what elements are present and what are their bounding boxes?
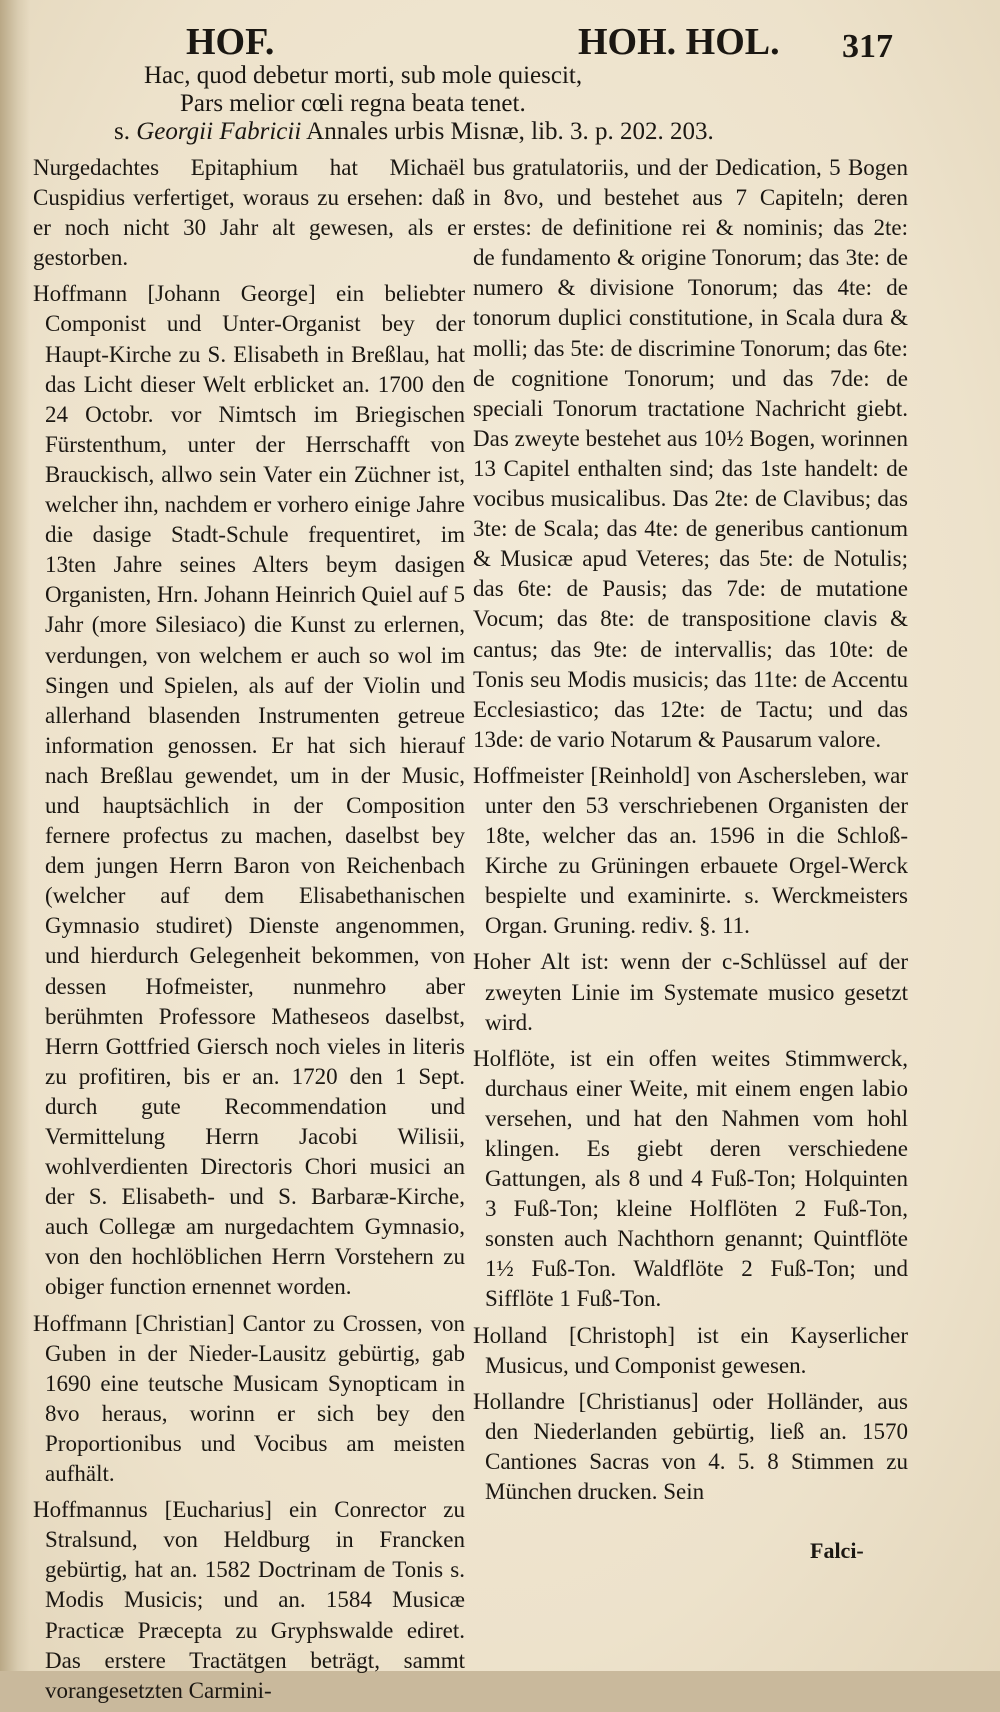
entry-hoffmann-christian: Hoffmann [Christian] Cantor zu Crossen, von Guben in der Nieder-Lausitz gebürtig, gab 1690 eine teutsche Musicam Synopticam in 8vo heraus, worinn er sich bey den Proportionibus und Vocibus am meisten aufhält. bbox=[33, 1310, 465, 1487]
header-left-keyword: HOF. bbox=[186, 21, 275, 63]
verse-line-2: Pars melior cœli regna beata tenet. bbox=[180, 90, 526, 117]
entry-holfloete: Holflöte, ist ein offen weites Stimmwerck, durchaus einer Weite, mit einem engen labio versehen, und hat den Nahmen vom hohl klingen. Es giebt deren verschiedene Gattungen, als 8 und 4 Fuß-Ton; Holquinten 3 Fuß-Ton; kleine Holflöten 2 Fuß-Ton, sonsten auch Nachthorn genannt; Quintflöte 1½ Fuß-Ton. Waldflöte 2 Fuß-Ton; und Sifflöte 1 Fuß-Ton. bbox=[473, 1045, 908, 1312]
catchword: Falci- bbox=[810, 1538, 864, 1563]
page-gutter-shadow bbox=[0, 0, 30, 1671]
header-middle-keywords: HOH. HOL. bbox=[578, 21, 780, 63]
entry-hoher-alt: Hoher Alt ist: wenn der c-Schlüssel auf der zweyten Linie im Systemate musico gesetzt wird. bbox=[473, 949, 908, 1035]
left-column bbox=[33, 153, 465, 1712]
entry-continuation: Nurgedachtes Epitaphium hat Michaël Cuspidius verfertiget, woraus zu ersehen: daß er noch nicht 30 Jahr alt gewesen, als er gestorben. bbox=[33, 155, 465, 271]
entry-hollandre-christianus: Hollandre [Christianus] oder Holländer, aus den Niederlanden gebürtig, ließ an. 1570 Cantiones Sacras von 4. 5. 8 Stimmen zu München drucken. Sein bbox=[473, 1388, 908, 1505]
right-column bbox=[473, 153, 908, 1513]
epitaph-verse bbox=[100, 62, 900, 146]
entry-holland-christoph: Holland [Christoph] ist ein Kayserlicher Musicus, und Componist gewesen. bbox=[473, 1322, 908, 1378]
entry-hoffmannus-continued: bus gratulatoriis, und der Dedication, 5 Bogen in 8vo, und bestehet aus 7 Capiteln; deren erstes: de definitione rei & nominis; das 2te: de fundamento & origine Tonorum; das 3te: de numero & divisione Tonorum; das 4te: de tonorum duplici constitutione, in Scala dura & molli; das 5te: de discrimine Tonorum; das 6te: de cognitione Tonorum; und das 7de: de speciali Tonorum tractatione Nachricht giebt. Das zweyte bestehet aus 10½ Bogen, worinnen 13 Capitel enthalten sind; das 1ste handelt: de vocibus musicalibus. Das 2te: de Clavibus; das 3te: de Scala; das 4te: de generibus cantionum & Musicæ apud Veteres; das 5te: de Notulis; das 6te: de Pausis; das 7de: de mutatione Vocum; das 8te: de transpositione clavis & cantus; das 9te: de intervallis; das 10te: de Tonis seu Modis musicis; das 11te: de Accentu Ecclesiastico; das 12te: de Tactu; und das 13de: de vario Notarum & Pausarum valore. bbox=[473, 155, 908, 752]
page-number: 317 bbox=[842, 28, 893, 65]
epitaph-source bbox=[100, 118, 900, 146]
source-author: Georgii Fabricii bbox=[136, 118, 302, 145]
entry-hoffmeister-reinhold: Hoffmeister [Reinhold] von Aschersleben, war unter den 53 verschriebenen Organisten der 18te, welcher das an. 1596 in die Schloß-Kirche zu Grüningen erbauete Orgel-Werck bespielte und examinirte. s. Werckmeisters Organ. Gruning. rediv. §. 11. bbox=[473, 762, 908, 939]
entry-hoffmannus-eucharius: Hoffmannus [Eucharius] ein Conrector zu Stralsund, von Heldburg in Francken gebürtig, hat an. 1582 Doctrinam de Tonis s. Modis Musicis; und an. 1584 Musicæ Practicæ Præcepta zu Gryphswalde ediret. Das erstere Tractätgen beträgt, sammt vorangesetzten Carmini- bbox=[33, 1497, 465, 1703]
running-header bbox=[0, 18, 1000, 68]
entry-hoffmann-johann-george: Hoffmann [Johann George] ein beliebter Componist und Unter-Organist bey der Haupt-Kirche zu S. Elisabeth in Breßlau, hat das Licht dieser Welt erblicket an. 1700 den 24 Octobr. vor Nimtsch im Briegischen Fürstenthum, unter der Herrschafft von Brauckisch, allwo sein Vater ein Züchner ist, welcher ihn, nachdem er vorhero einige Jahre die dasige Stadt-Schule frequentiret, im 13ten Jahre seines Alters beym dasigen Organisten, Hrn. Johann Heinrich Quiel auf 5 Jahr (more Silesiaco) die Kunst zu erlernen, verdungen, von welchem er auch so wol im Singen und Spielen, als auf der Violin und allerhand blasenden Instrumenten getreue information genossen. Er hat sich hierauf nach Breßlau gewendet, um in der Music, und hauptsächlich in der Composition fernere profectus zu machen, daselbst bey dem jungen Herrn Baron von Reichenbach (welcher auf dem Elisabethanischen Gymnasio studiret) Dienste angenommen, und hierdurch Gelegenheit bekommen, von dessen Hofmeister, nunmehro aber berühmten Professore Matheseos daselbst, Herrn Gottfried Giersch noch vieles in literis zu profitiren, bis er an. 1720 den 1 Sept. durch gute Recommendation und Vermittelung Herrn Jacobi Wilisii, wohlverdienten Directoris Chori musici an der S. Elisabeth- und S. Barbaræ-Kirche, auch Collegæ am nurgedachtem Gymnasio, von den hochlöblichen Herrn Vorstehern zu obiger function ernennet worden. bbox=[33, 281, 465, 1300]
source-prefix: s. bbox=[114, 118, 137, 145]
source-rest: Annales urbis Misnæ, lib. 3. p. 202. 203. bbox=[301, 118, 714, 145]
verse-line-1: Hac, quod debetur morti, sub mole quiescit, bbox=[144, 62, 583, 89]
